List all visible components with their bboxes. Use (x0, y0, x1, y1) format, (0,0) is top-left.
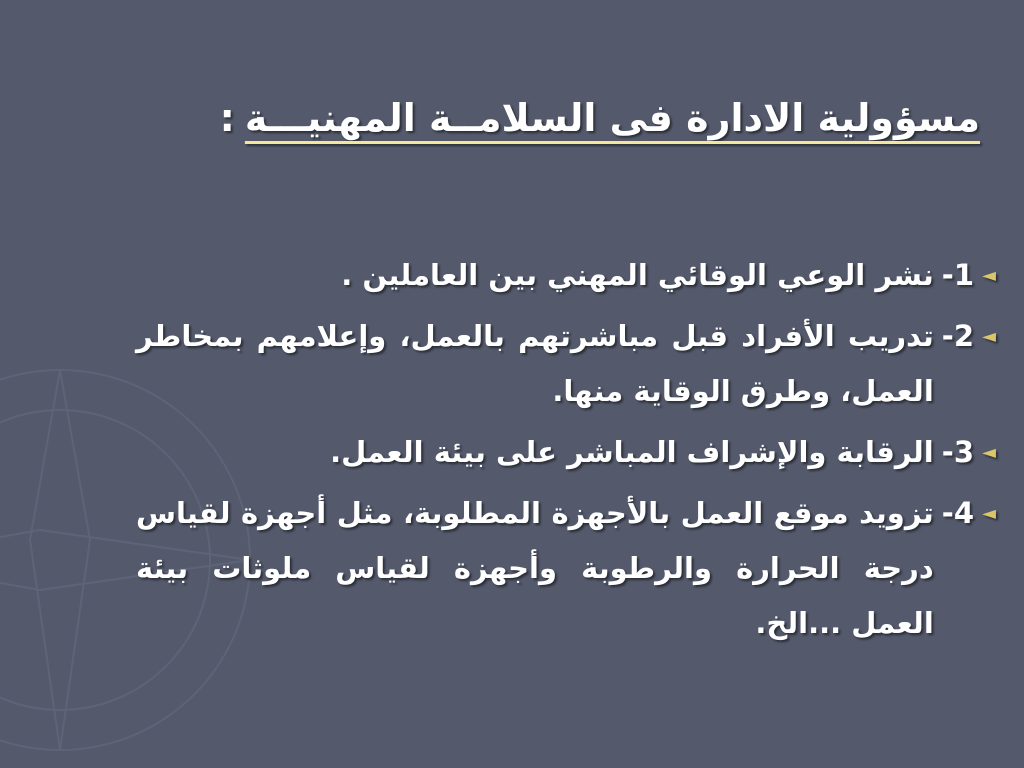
item-number: 1- (941, 258, 974, 292)
triangle-bullet-icon: ◄ (982, 265, 996, 286)
item-text: تدريب الأفراد قبل مباشرتهم بالعمل، وإعلامهم بمخاطر العمل، وطرق الوقاية منها. (136, 319, 934, 408)
list-item (136, 309, 996, 419)
triangle-bullet-icon: ◄ (982, 442, 996, 463)
triangle-bullet-icon: ◄ (982, 503, 996, 524)
list-item (136, 425, 996, 480)
triangle-bullet-icon: ◄ (982, 326, 996, 347)
item-number: 3- (941, 435, 974, 469)
slide-title (220, 96, 980, 140)
list-item (136, 248, 996, 303)
item-number: 2- (941, 319, 974, 353)
bullet-list (136, 248, 996, 657)
item-text: الرقابة والإشراف المباشر على بيئة العمل. (330, 435, 934, 469)
title-colon: : (219, 96, 235, 140)
item-text: نشر الوعي الوقائي المهني بين العاملين . (341, 258, 934, 292)
item-text: تزويد موقع العمل بالأجهزة المطلوبة، مثل أجهزة لقياس درجة الحرارة والرطوبة وأجهزة لقياس ملوثات بيئة العمل ...الخ. (136, 496, 934, 640)
item-number: 4- (941, 496, 974, 530)
list-item (136, 486, 996, 651)
title-text: مسؤولية الادارة فى السلامــة المهنيـــة (244, 96, 980, 140)
